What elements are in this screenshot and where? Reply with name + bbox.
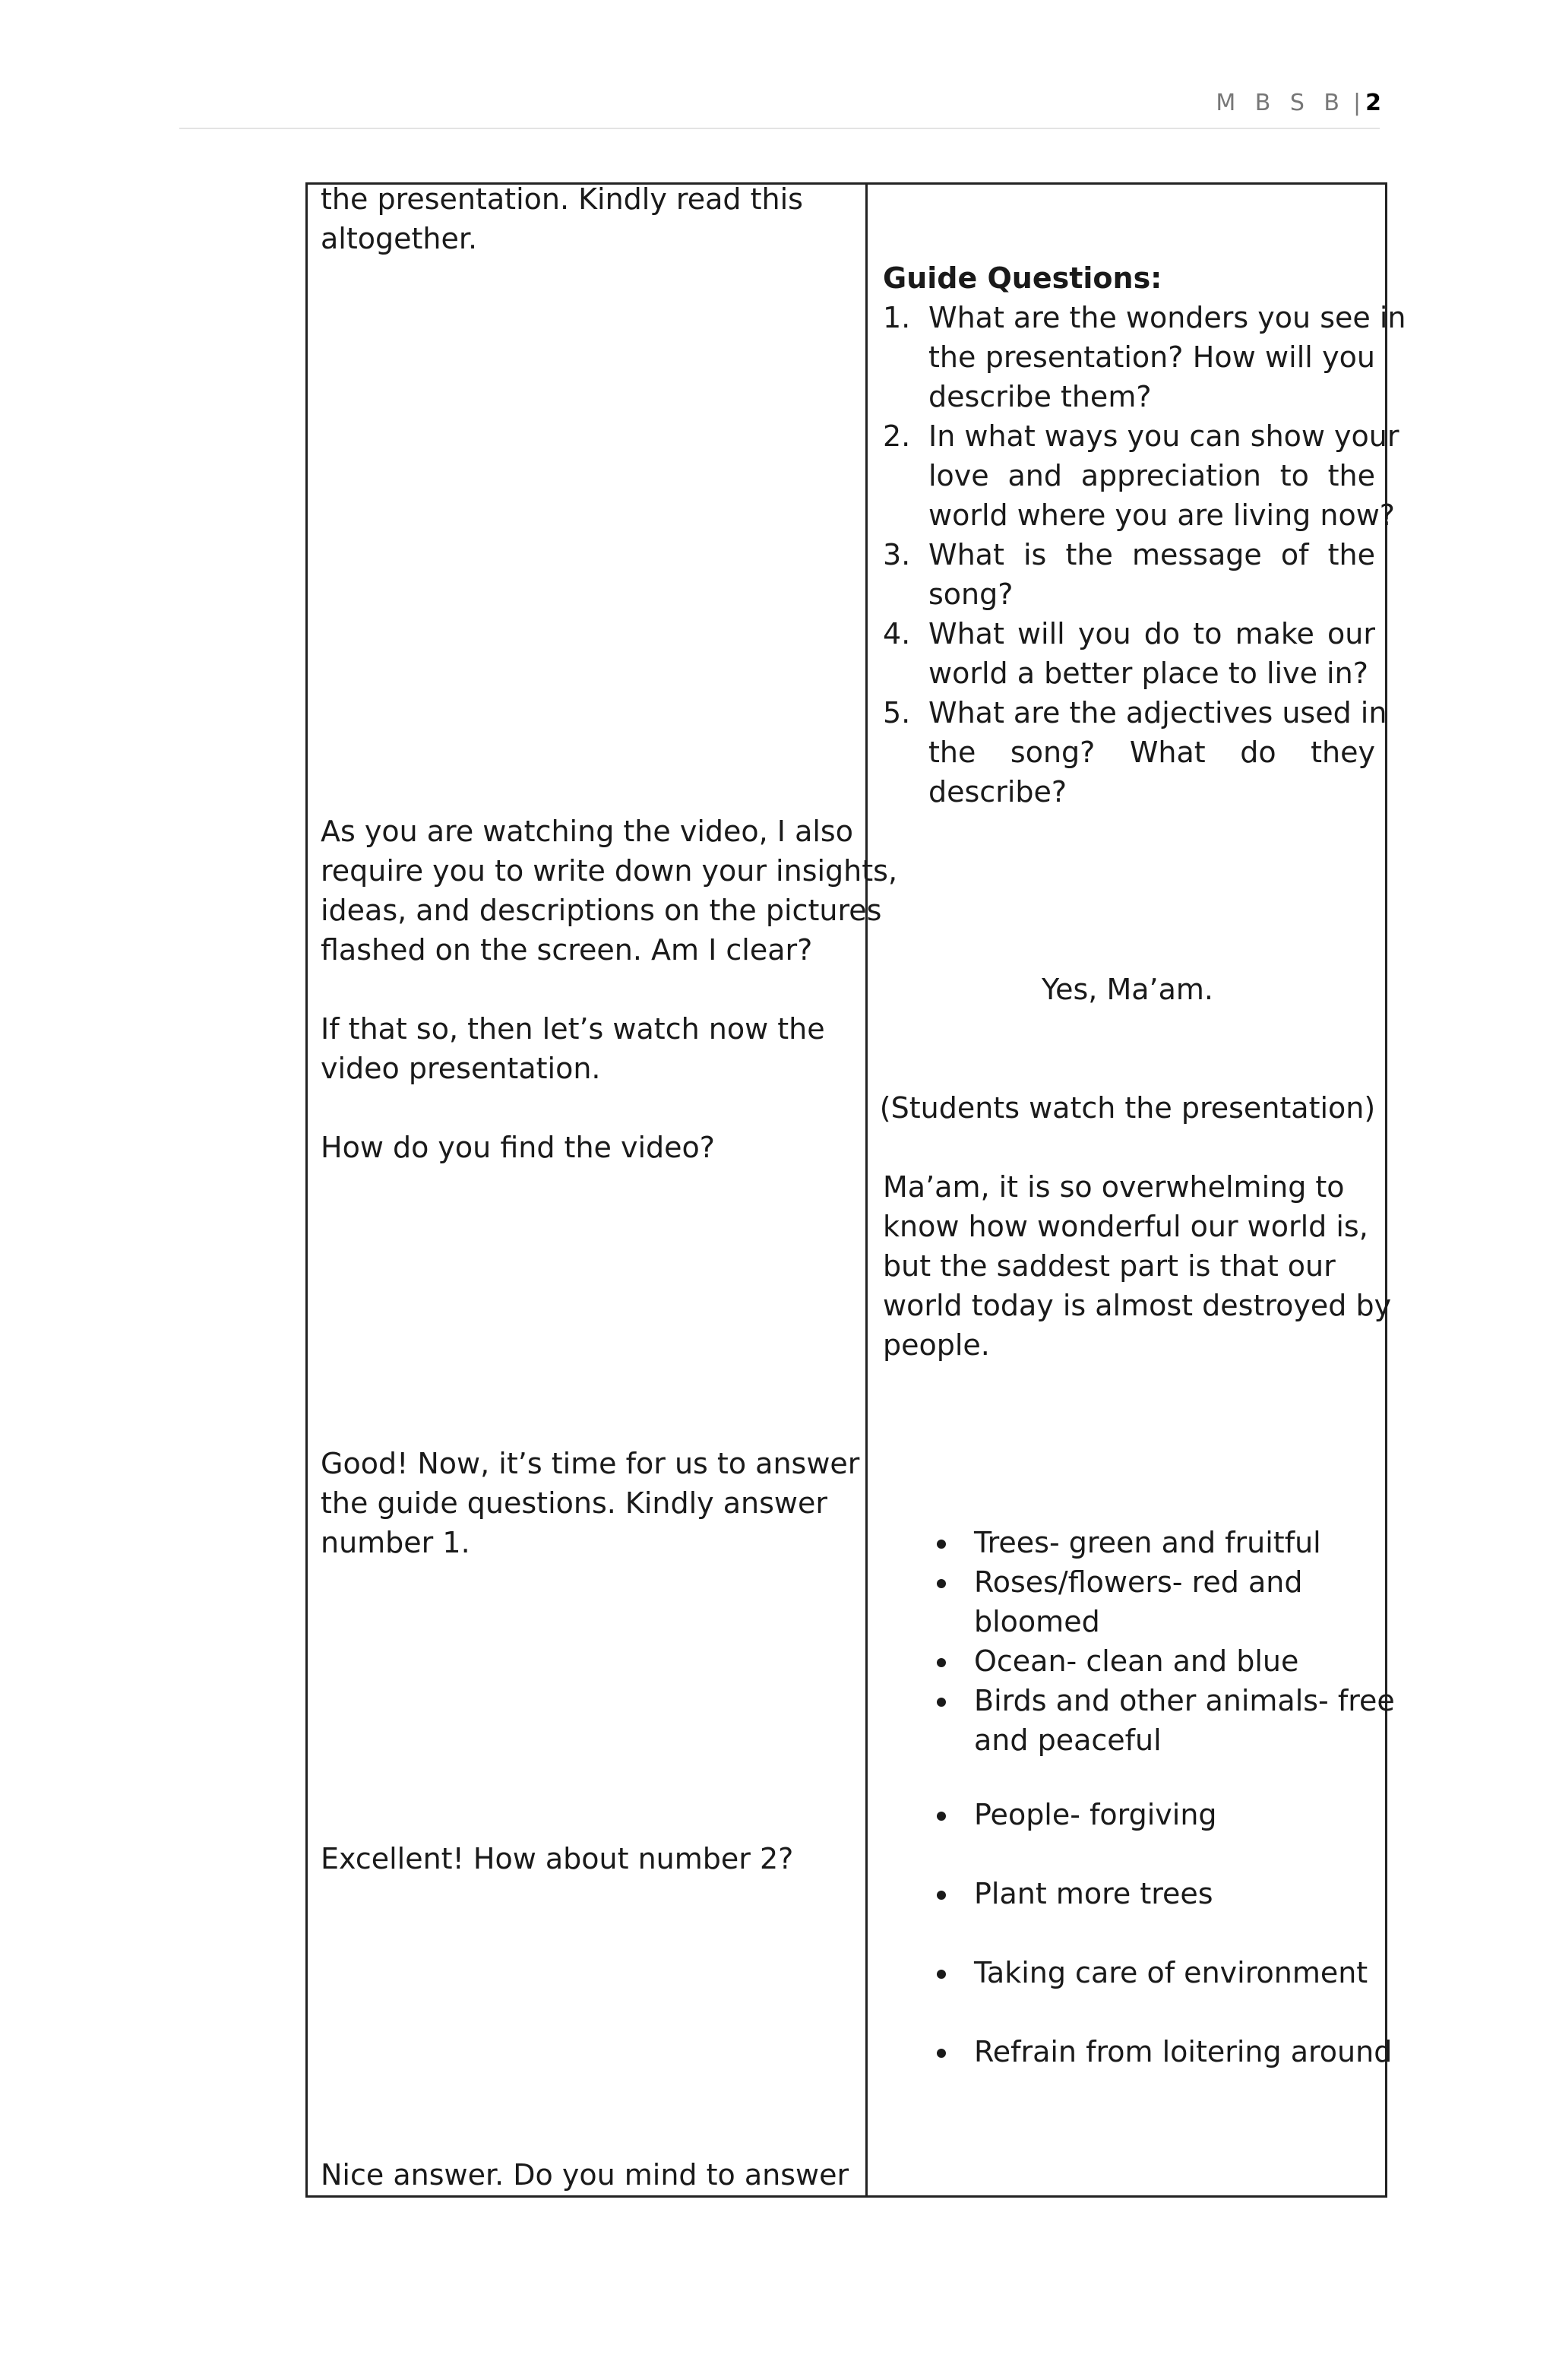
answer-bullet-1: Trees- green and fruitful [974, 1526, 1321, 1559]
question-1-line-2: the presentation? How will you [928, 340, 1375, 374]
column-divider [865, 182, 868, 2198]
answer-bullet-4-line-1: Birds and other animals- free [974, 1684, 1395, 1717]
bullet-icon [937, 1812, 946, 1821]
answer-bullet-2-line-2: bloomed [974, 1605, 1100, 1638]
teacher-watching-line-4: flashed on the screen. Am I clear? [321, 933, 813, 967]
teacher-watch-now-line-2: video presentation. [321, 1052, 601, 1085]
teacher-watching-line-2: require you to write down your insights, [321, 854, 898, 888]
header-rule [179, 128, 1380, 129]
teacher-nice-answer: Nice answer. Do you mind to answer [321, 2158, 849, 2192]
question-number: 5. [883, 696, 911, 730]
question-number: 2. [883, 419, 911, 453]
teacher-watch-now-line-1: If that so, then let’s watch now the [321, 1012, 825, 1046]
question-3-line-2: song? [928, 578, 1014, 611]
bullet-icon [937, 1579, 946, 1588]
question-2-line-1: In what ways you can show your [928, 419, 1399, 453]
student-response-line-3: but the saddest part is that our [883, 1249, 1336, 1283]
question-5-line-2: the song? What do they [928, 736, 1375, 769]
teacher-good-line-3: number 1. [321, 1526, 470, 1559]
answer-bullet-2-line-1: Roses/flowers- red and [974, 1565, 1303, 1599]
teacher-watching-line-1: As you are watching the video, I also [321, 815, 853, 848]
answer-bullet-7: Taking care of environment [974, 1956, 1368, 1989]
bullet-icon [937, 1891, 946, 1900]
teacher-how-find: How do you find the video? [321, 1131, 715, 1164]
question-5-line-3: describe? [928, 775, 1067, 809]
question-1-line-3: describe them? [928, 380, 1152, 413]
teacher-good-line-1: Good! Now, it’s time for us to answer [321, 1447, 860, 1480]
answer-bullet-6: Plant more trees [974, 1877, 1213, 1910]
question-5-line-1: What are the adjectives used in [928, 696, 1387, 730]
page-header [1216, 90, 1381, 116]
bullet-icon [937, 1540, 946, 1549]
header-initials: M B S B [1216, 90, 1346, 116]
student-response-line-5: people. [883, 1328, 990, 1362]
question-1-line-1: What are the wonders you see in [928, 301, 1406, 334]
question-number: 1. [883, 301, 911, 334]
guide-questions-title: Guide Questions: [883, 261, 1162, 295]
bullet-icon [937, 1658, 946, 1667]
question-2-line-3: world where you are living now? [928, 498, 1395, 532]
question-4-line-1: What will you do to make our [928, 617, 1375, 650]
students-yes-reply: Yes, Ma’am. [1041, 973, 1214, 1006]
question-number: 3. [883, 538, 911, 571]
answer-bullet-5: People- forgiving [974, 1798, 1217, 1831]
question-3-line-1: What is the message of the [928, 538, 1375, 571]
answer-bullet-3: Ocean- clean and blue [974, 1644, 1299, 1678]
student-response-line-2: know how wonderful our world is, [883, 1210, 1368, 1243]
answer-bullet-8: Refrain from loitering around [974, 2035, 1393, 2068]
teacher-intro-line-2: altogether. [321, 222, 478, 255]
question-2-line-2: love and appreciation to the [928, 459, 1375, 492]
student-response-line-1: Ma’am, it is so overwhelming to [883, 1170, 1345, 1204]
teacher-excellent: Excellent! How about number 2? [321, 1842, 794, 1875]
bullet-icon [937, 1970, 946, 1979]
question-4-line-2: world a better place to live in? [928, 657, 1368, 690]
students-watch-note: (Students watch the presentation) [879, 1091, 1376, 1125]
bullet-icon [937, 2049, 946, 2058]
teacher-watching-line-3: ideas, and descriptions on the pictures [321, 894, 882, 927]
question-number: 4. [883, 617, 911, 650]
header-separator: | [1353, 90, 1362, 116]
answer-bullet-4-line-2: and peaceful [974, 1723, 1162, 1757]
bullet-icon [937, 1698, 946, 1707]
teacher-good-line-2: the guide questions. Kindly answer [321, 1486, 827, 1520]
student-response-line-4: world today is almost destroyed by [883, 1289, 1392, 1322]
page-number: 2 [1365, 90, 1381, 116]
teacher-intro-line-1: the presentation. Kindly read this [321, 182, 803, 216]
